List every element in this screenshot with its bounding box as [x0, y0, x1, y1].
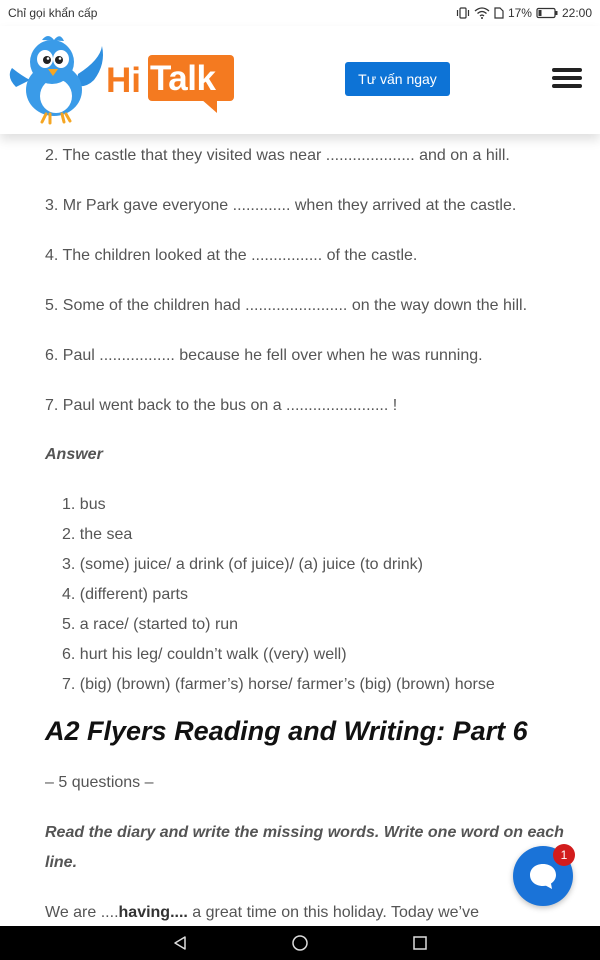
- question-3: 3. Mr Park gave everyone ............. when they arrived at the castle.: [45, 197, 517, 214]
- instruction-text: Read the diary and write the missing words. Write one word on each line.: [45, 824, 564, 871]
- diary-before: We are ....: [45, 904, 119, 921]
- question-4: 4. The children looked at the ................ of the castle.: [45, 247, 418, 264]
- diary-text: [45, 904, 479, 922]
- hitalk-logo[interactable]: [8, 32, 238, 127]
- question-2: 2. The castle that they visited was near .................... and on a hill.: [45, 147, 510, 164]
- site-header: [0, 26, 600, 134]
- wifi-icon: [474, 7, 490, 19]
- sim-icon: [494, 7, 504, 19]
- answer-item: 5. a race/ (started to) run: [62, 616, 239, 633]
- logo-talk-text: Talk: [150, 59, 216, 98]
- status-bar: [0, 0, 600, 26]
- vibrate-icon: [456, 7, 470, 19]
- logo-hi-text: Hi: [106, 61, 141, 100]
- question-7: 7. Paul went back to the bus on a ....................... !: [45, 397, 398, 414]
- recent-apps-icon[interactable]: [412, 935, 428, 951]
- system-navigation-bar: [0, 926, 600, 960]
- logo-speech-bubble-tail: [201, 99, 217, 113]
- consult-now-button[interactable]: Tư vấn ngay: [345, 62, 450, 96]
- answer-heading: Answer: [45, 446, 103, 463]
- diary-after: a great time on this holiday. Today we’ve: [187, 904, 479, 921]
- answer-list: [62, 490, 495, 700]
- hamburger-menu-icon[interactable]: [552, 68, 582, 90]
- chat-unread-badge: 1: [553, 844, 575, 866]
- home-icon[interactable]: [291, 934, 309, 952]
- answer-item: 2. the sea: [62, 526, 133, 543]
- status-icons: [456, 6, 592, 20]
- battery-percent: 17%: [507, 6, 532, 20]
- section-heading: A2 Flyers Reading and Writing: Part 6: [45, 716, 528, 746]
- clock: 22:00: [561, 6, 592, 20]
- answer-item: 1. bus: [62, 496, 106, 513]
- answer-item: 4. (different) parts: [62, 586, 188, 603]
- logo-wordmark: [106, 55, 238, 113]
- answer-item: 7. (big) (brown) (farmer’s) horse/ farmer’s (big) (brown) horse: [62, 676, 495, 693]
- carrier-text: Chỉ gọi khẩn cấp: [8, 6, 98, 20]
- question-5: 5. Some of the children had ....................... on the way down the hill.: [45, 297, 528, 314]
- answer-item: 3. (some) juice/ a drink (of juice)/ (a) juice (to drink): [62, 556, 423, 573]
- diary-answer: having....: [118, 904, 188, 921]
- chat-bubble-icon: [527, 861, 559, 891]
- back-icon[interactable]: [172, 935, 188, 951]
- battery-icon: [536, 7, 558, 19]
- answer-item: 6. hurt his leg/ couldn’t walk ((very) well): [62, 646, 347, 663]
- question-count: – 5 questions –: [45, 774, 154, 791]
- question-6: 6. Paul ................. because he fell over when he was running.: [45, 347, 483, 364]
- article-content: [0, 134, 600, 926]
- bird-mascot-icon: [8, 32, 108, 127]
